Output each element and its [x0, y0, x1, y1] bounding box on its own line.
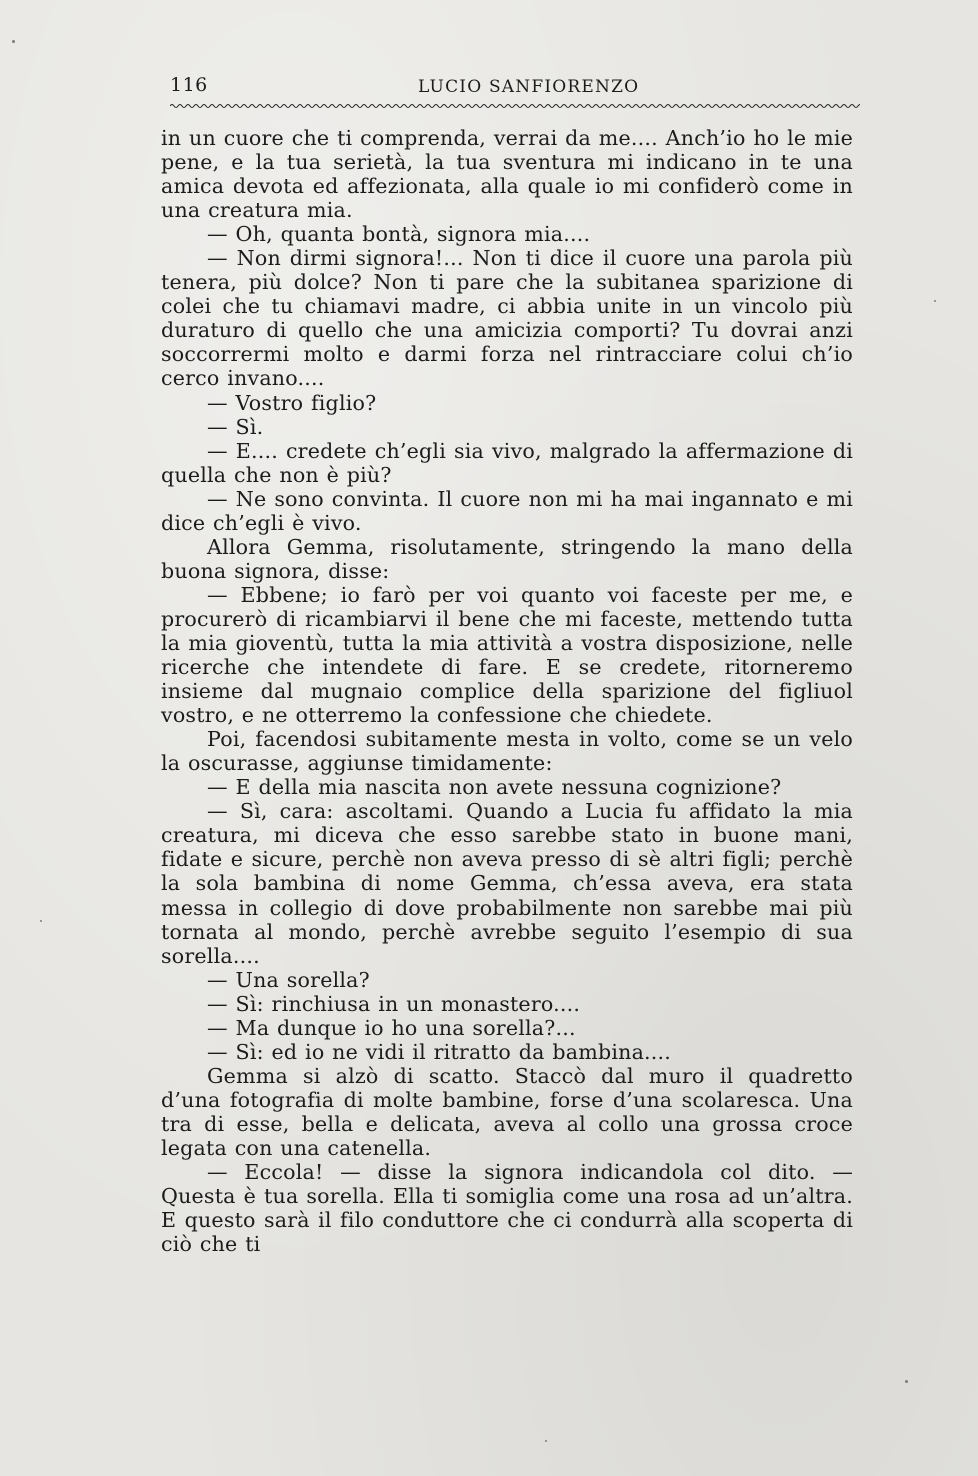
wavy-header-rule [170, 102, 860, 110]
paragraph: — Eccola! — disse la signora indicandola col dito. — Questa è tua sorella. Ella ti somiglia come una rosa ad un’altra. E questo sarà il filo conduttore che ci condurrà alla scoperta di ciò che ti [161, 1160, 853, 1257]
paper-speck [40, 920, 42, 922]
paper-speck [934, 300, 936, 302]
paragraph: — Ma dunque io ho una sorella?... [207, 1015, 576, 1040]
paragraph: — Sì, cara: ascoltami. Quando a Lucia fu affidato la mia creatura, mi diceva che esso sarebbe stato in buone mani, fidate e sicure, perchè non aveva presso di sè altri figli; perchè la sola bambina di nome Gemma, ch’essa aveva, era stata messa in collegio di dove probabilmente non sarebbe mai più tornata al mondo, perchè avrebbe seguito l’esempio di sua sorella.... [161, 799, 853, 968]
paragraph: Allora Gemma, risolutamente, stringendo la mano della buona signora, disse: [161, 534, 853, 583]
paragraph: — Una sorella? [207, 967, 370, 992]
paper-speck [545, 1440, 547, 1442]
paragraph: — E della mia nascita non avete nessuna cognizione? [207, 775, 782, 800]
paragraph: — Sì: rinchiusa in un monastero.... [207, 991, 581, 1016]
paper-speck [12, 40, 15, 43]
paragraph: Gemma si alzò di scatto. Staccò dal muro il quadretto d’una fotografia di molte bambine, forse d’una scolaresca. Una tra di esse, bella e delicata, aveva al collo una grossa croce legata con una catenella. [161, 1063, 853, 1160]
paragraph: — Ne sono convinta. Il cuore non mi ha mai ingannato e mi dice ch’egli è vivo. [161, 486, 853, 535]
page-header [160, 74, 860, 104]
paragraph: — E.... credete ch’egli sia vivo, malgrado la affermazione di quella che non è più? [161, 438, 853, 487]
paragraph: — Oh, quanta bontà, signora mia.... [207, 222, 591, 247]
page-number: 116 [170, 74, 208, 96]
paragraph: — Ebbene; io farò per voi quanto voi faceste per me, e procurerò di ricambiarvi il bene che mi faceste, mettendo tutta la mia gioventù, tutta la mia attività a vostra disposizione, nelle ricerche che intendete di fare. E se credete, ritorneremo insieme dal mugnaio complice della sparizione del figliuol vostro, e ne otterremo la confessione che chiedete. [161, 582, 853, 728]
paragraph: — Sì. [207, 414, 264, 439]
paper-speck [905, 1380, 908, 1383]
paragraph: — Sì: ed io ne vidi il ritratto da bambina.... [207, 1039, 672, 1064]
running-title: LUCIO SANFIORENZO [418, 77, 640, 97]
paragraph: — Non dirmi signora!... Non ti dice il cuore una parola più tenera, più dolce? Non ti pare che la subitanea sparizione di colei che tu chiamavi madre, ci abbia unite in un vincolo più duraturo di quello che una amicizia comporti? Tu dovrai anzi soccorrermi molto e darmi forza nel rintracciare colui ch’io cerco invano.... [161, 246, 853, 391]
paragraph: in un cuore che ti comprenda, verrai da me.... Anch’io ho le mie pene, e la tua serietà, la tua sventura mi indicano in te una amica devota ed affezionata, alla quale io mi confiderò come in una creatura mia. [161, 126, 853, 223]
paragraph: — Vostro figlio? [207, 390, 377, 415]
paragraph: Poi, facendosi subitamente mesta in volto, come se un velo la oscurasse, aggiunse timidamente: [161, 727, 853, 776]
page-body-text [161, 126, 853, 1256]
